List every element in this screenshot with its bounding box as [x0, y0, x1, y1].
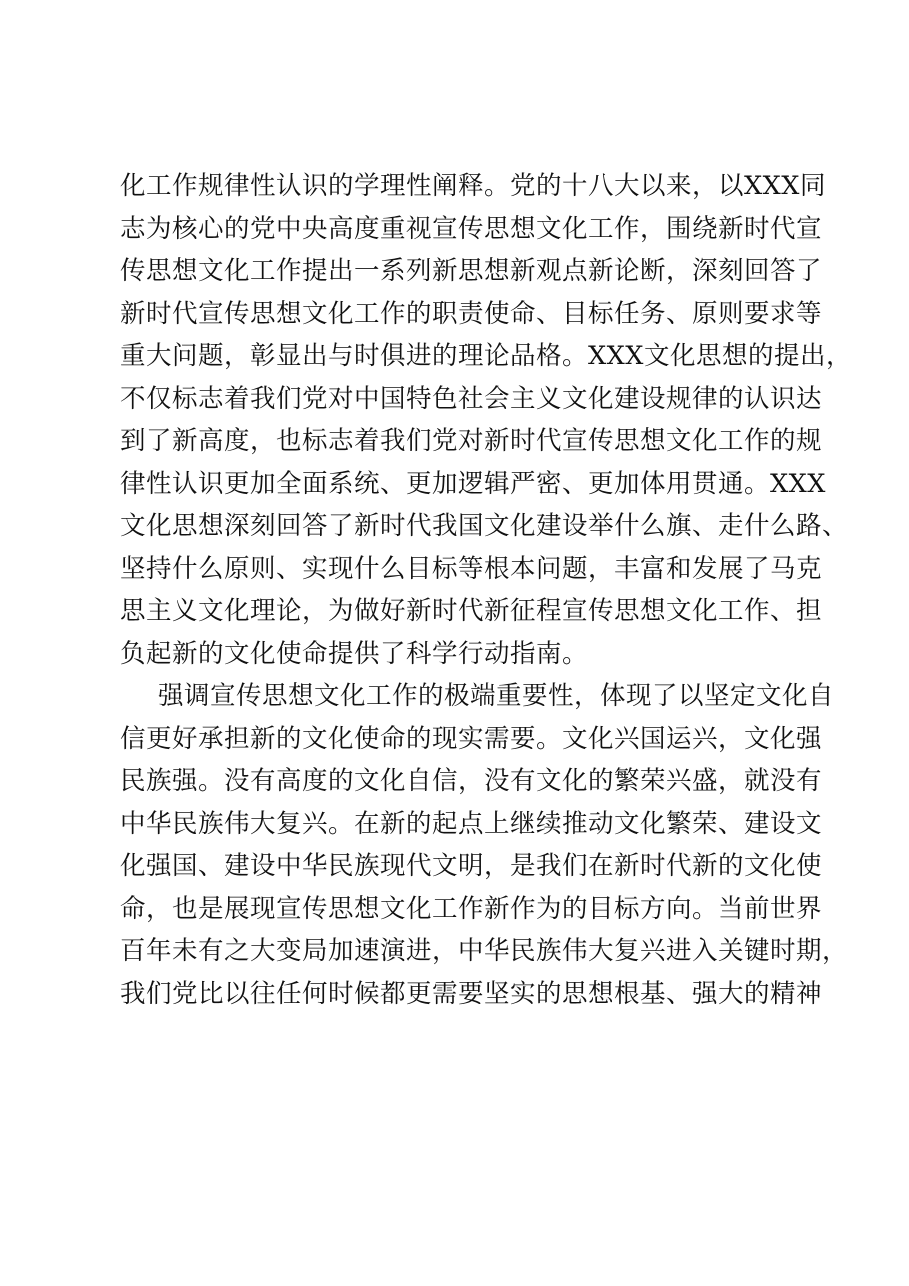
text-line: 思主义文化理论，为做好新时代新征程宣传思想文化工作、担 [120, 596, 823, 626]
text-line: 不仅标志着我们党对中国特色社会主义文化建设规律的认识达 [120, 383, 823, 414]
text-line: 化强国、建设中华民族现代文明，是我们在新时代新的文化使 [120, 851, 823, 881]
text-line: 新时代宣传思想文化工作的职责使命、目标任务、原则要求等 [120, 298, 823, 329]
text-line: 坚持什么原则、实现什么目标等根本问题，丰富和发展了马克 [120, 553, 823, 584]
text-line: 中华民族伟大复兴。在新的起点上继续推动文化繁荣、建设文 [120, 808, 823, 839]
text-line: 我们党比以往任何时候都更需要坚实的思想根基、强大的精神 [120, 978, 823, 1009]
paragraph-first-line: 强调宣传思想文化工作的极端重要性，体现了以坚定文化自 [158, 681, 835, 711]
text-line: 百年未有之大变局加速演进，中华民族伟大复兴进入关键时期， [120, 936, 849, 966]
text-line: 传思想文化工作提出一系列新思想新观点新论断，深刻回答了 [120, 256, 823, 286]
body-text [120, 165, 852, 1015]
text-line: 信更好承担新的文化使命的现实需要。文化兴国运兴，文化强 [120, 723, 823, 754]
text-line: 化工作规律性认识的学理性阐释。党的十八大以来，以XXX同 [120, 171, 826, 201]
text-line: 民族强。没有高度的文化自信，没有文化的繁荣兴盛，就没有 [120, 766, 823, 796]
text-line: 负起新的文化使命提供了科学行动指南。 [120, 638, 589, 669]
text-line: 重大问题，彰显出与时俱进的理论品格。XXX文化思想的提出， [120, 341, 852, 371]
text-line: 命，也是展现宣传思想文化工作新作为的目标方向。当前世界 [120, 893, 823, 924]
text-line: 律性认识更加全面系统、更加逻辑严密、更加体用贯通。XXX [120, 468, 826, 499]
text-line: 到了新高度，也标志着我们党对新时代宣传思想文化工作的规 [120, 426, 823, 456]
text-line: 志为核心的党中央高度重视宣传思想文化工作，围绕新时代宣 [120, 213, 823, 244]
text-line: 文化思想深刻回答了新时代我国文化建设举什么旗、走什么路、 [120, 511, 849, 541]
